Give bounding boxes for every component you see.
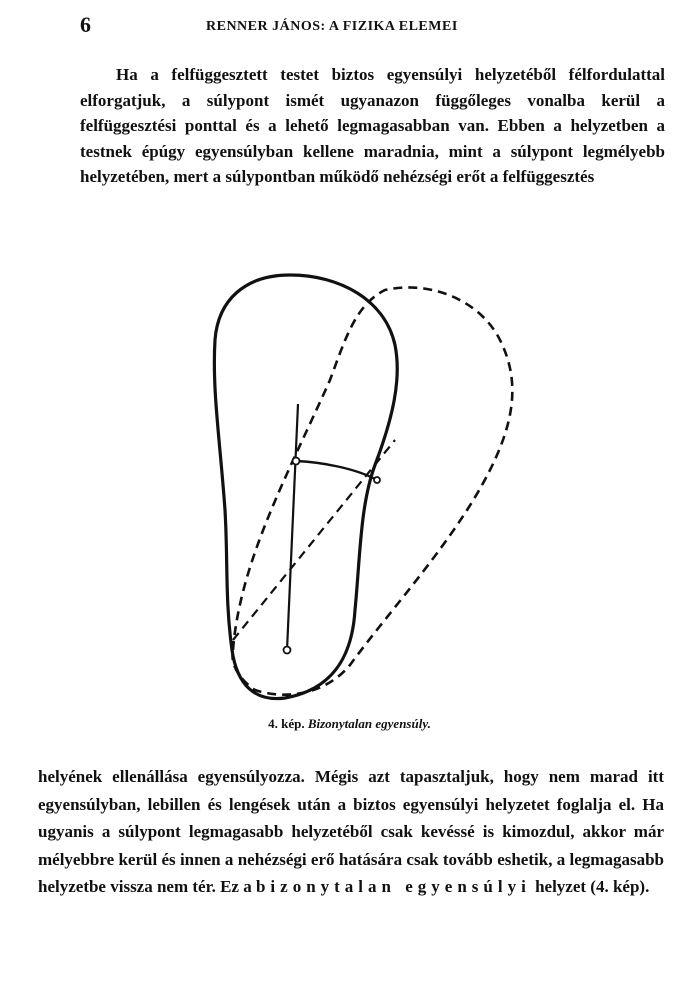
- caption-label: 4. kép.: [268, 716, 305, 731]
- displaced-centre-point: [374, 477, 380, 483]
- rotated-body-outline: [232, 287, 512, 694]
- paragraph-bottom-end: helyzet (4. kép).: [530, 877, 650, 896]
- rotated-axis-line: [233, 440, 395, 640]
- emphasized-term: bizonytalan egyensúlyi: [255, 877, 531, 896]
- displacement-arc: [296, 461, 377, 480]
- figure-caption: [0, 716, 699, 732]
- vertical-axis-line: [287, 404, 298, 650]
- caption-title: Bizonytalan egyensúly.: [307, 716, 431, 731]
- unstable-equilibrium-figure: [200, 270, 530, 710]
- paragraph-bottom-main: helyének ellenállása egyensúlyozza. Mégis azt tapasztaljuk, hogy nem marad itt egyensúlyban, lebillen és lengések után a biztos egyensúlyi helyzetet foglalja el. Ha ugyanis a súlypont legmagasabb helyzetéből csak kevéssé is kimozdul, akkor már mélyebbre kerül és innen a nehézségi erő hatására csak tovább eshetik, a legmagasabb helyzetbe vissza nem tér. Ez a: [38, 767, 664, 896]
- paragraph-bottom: [38, 763, 664, 901]
- centre-of-gravity-point: [293, 458, 300, 465]
- page-number: 6: [80, 12, 91, 37]
- running-head: RENNER JÁNOS: A FIZIKA ELEMEI: [206, 19, 458, 34]
- body-outline: [214, 275, 397, 699]
- suspension-point: [284, 647, 291, 654]
- paragraph-top: Ha a felfüggesztett testet biztos egyensúlyi helyzetéből félfordulattal elforgatjuk, a súlypont ismét ugyanazon függőleges vonalba kerül a felfüggesztési ponttal és a lehető legmagasabban van. Ebben a helyzetben a testnek épúgy egyensúlyban kellene maradnia, mint a súlypont legmélyebb helyzetében, mert a súlypontban működő nehézségi erőt a felfüggesztés: [80, 65, 665, 186]
